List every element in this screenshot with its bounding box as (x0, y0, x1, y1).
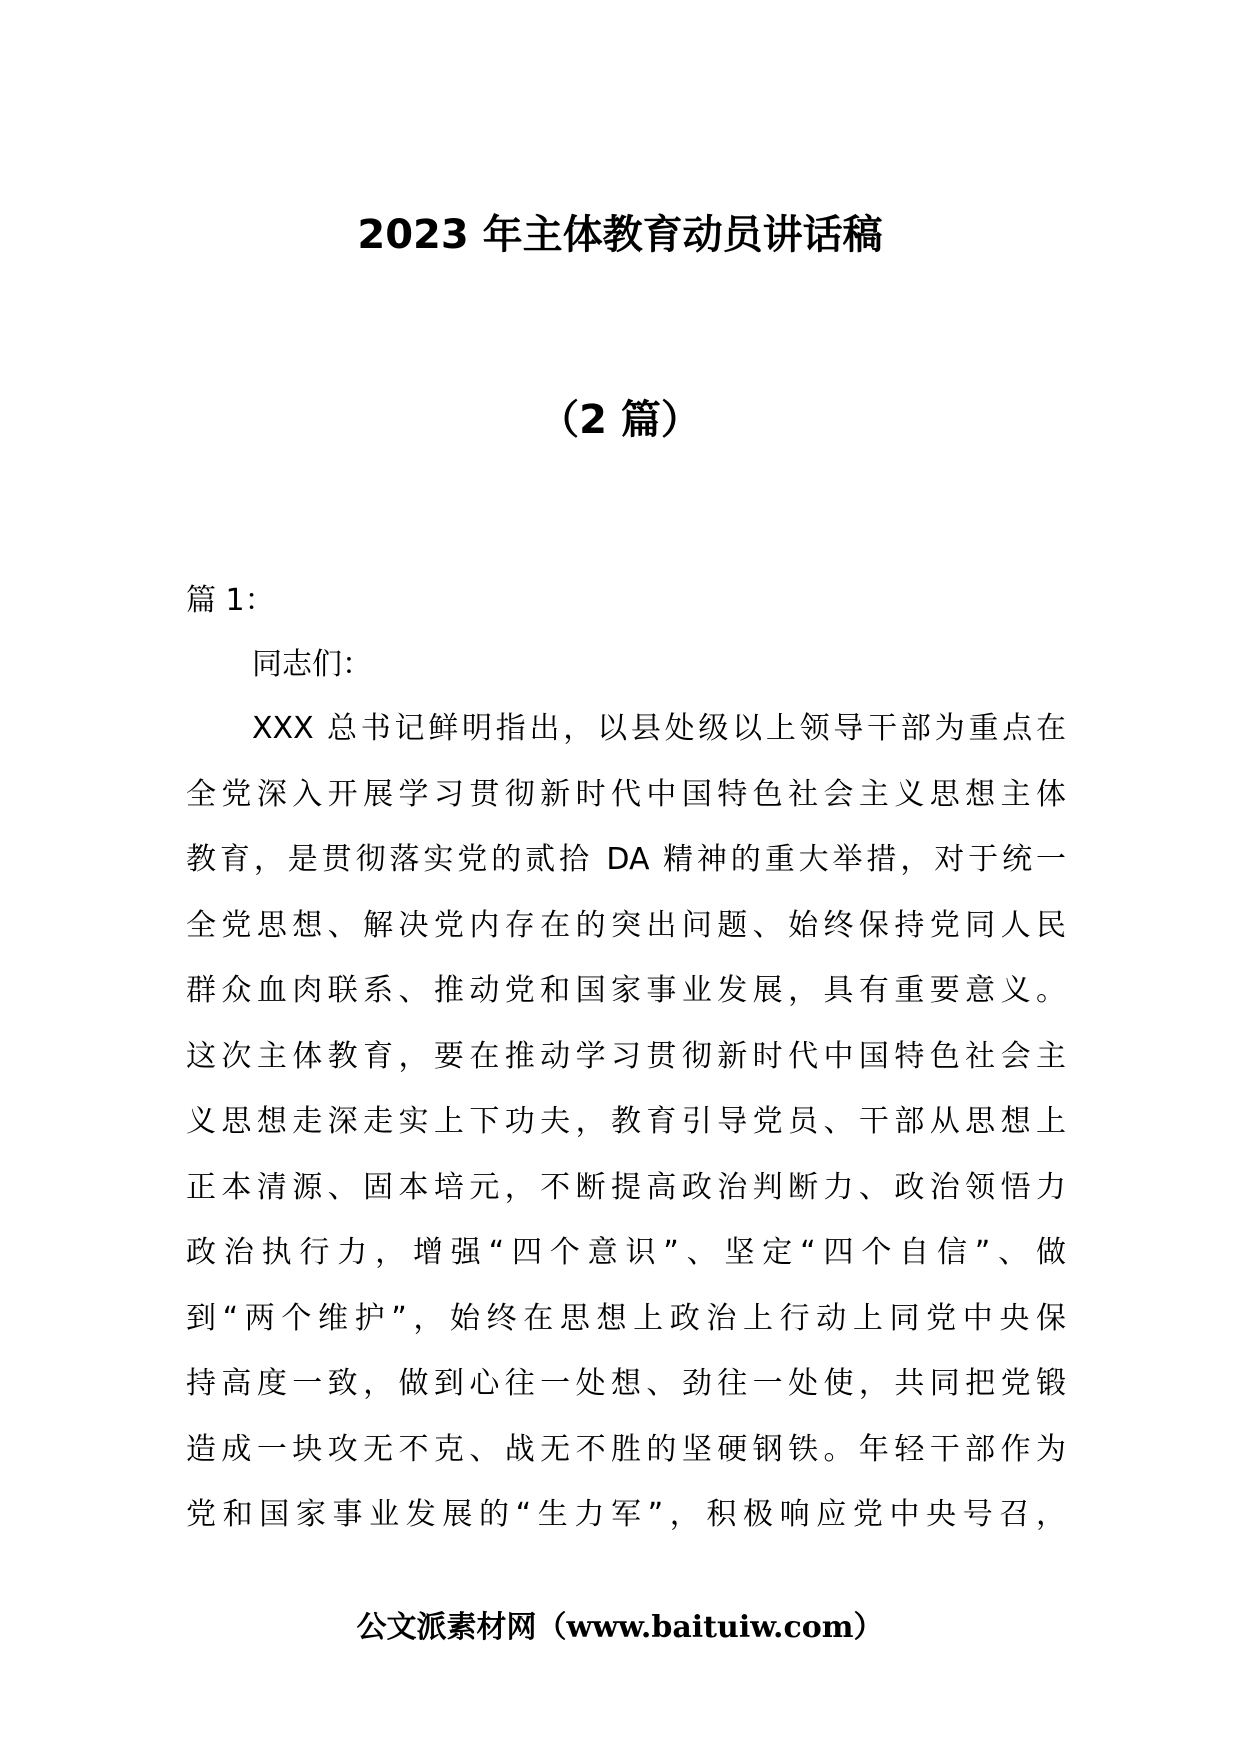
body-line: 正本清源、固本培元，不断提高政治判断力、政治领悟力 (186, 1169, 1066, 1205)
body-line: 党和国家事业发展的“生力军”，积极响应党中央号召， (186, 1497, 1066, 1532)
body-line: 教育，是贯彻落实党的贰拾 DA 精神的重大举措，对于统一 (186, 842, 1066, 877)
body-line: 到“两个维护”，始终在思想上政治上行动上同党中央保 (186, 1300, 1066, 1336)
footer-source: 公文派素材网（www.baituiw.com） (356, 1610, 884, 1645)
salutation: 同志们： (252, 647, 372, 682)
body-line: 持高度一致，做到心往一处想、劲往一处使，共同把党锻 (186, 1366, 1066, 1401)
body-line: 群众血肉联系、推动党和国家事业发展，具有重要意义。 (186, 973, 1066, 1008)
section-label: 篇 1： (186, 583, 275, 618)
body-line: 全党思想、解决党内存在的突出问题、始终保持党同人民 (186, 907, 1066, 943)
body-line: 这次主体教育，要在推动学习贯彻新时代中国特色社会主 (186, 1038, 1066, 1074)
body-line: 造成一块攻无不克、战无不胜的坚硬钢铁。年轻干部作为 (186, 1431, 1066, 1467)
document-title: 2023 年主体教育动员讲话稿 (357, 212, 883, 258)
body-paragraph (186, 704, 1066, 1556)
body-line: 义思想走深走实上下功夫，教育引导党员、干部从思想上 (186, 1104, 1066, 1139)
body-line: XXX 总书记鲜明指出，以县处级以上领导干部为重点在 (252, 711, 1066, 746)
body-line: 全党深入开展学习贯彻新时代中国特色社会主义思想主体 (186, 776, 1066, 812)
body-line: 政治执行力，增强“四个意识”、坚定“四个自信”、做 (186, 1235, 1066, 1270)
document-subtitle: （2 篇） (539, 397, 701, 443)
